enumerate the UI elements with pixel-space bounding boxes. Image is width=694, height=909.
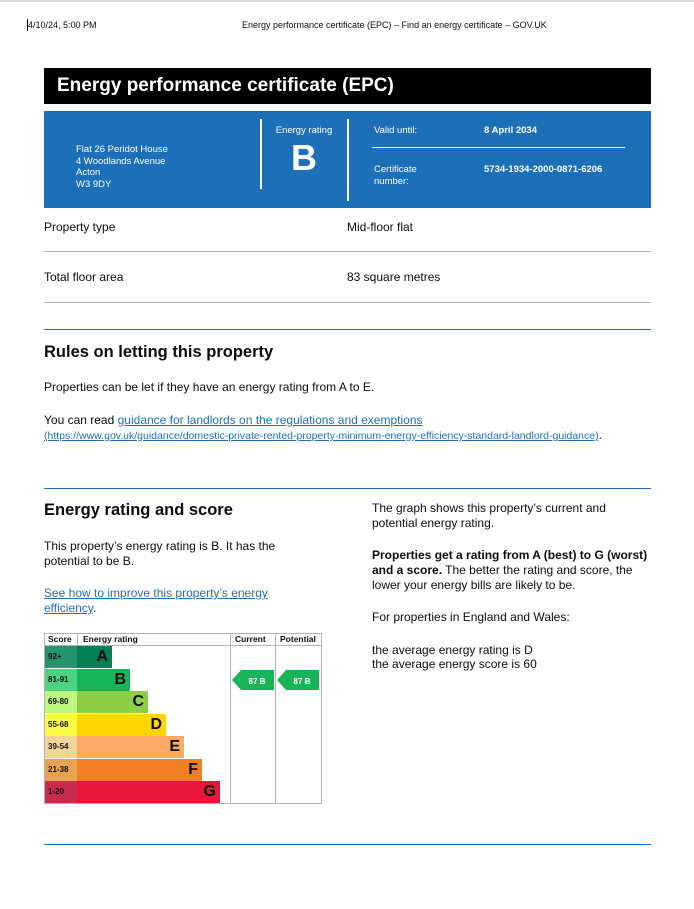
rules-heading: Rules on letting this property [44, 343, 274, 361]
row-divider [44, 251, 651, 252]
potential-rating-arrow-label: 87 B [293, 676, 311, 686]
epc-title: Energy performance certificate (EPC) [44, 68, 651, 104]
band-score-b: 81-91 [45, 669, 77, 691]
band-bar-a [77, 646, 112, 668]
band-bar-c [77, 691, 148, 713]
band-letter: F [188, 760, 198, 778]
band-bar-g [77, 781, 220, 803]
current-rating-arrow [232, 670, 274, 690]
band-bar-b [77, 669, 130, 691]
rules-guidance-paragraph [44, 413, 614, 444]
address-line: Acton [76, 167, 101, 178]
epc-summary-banner [44, 111, 651, 208]
improve-efficiency-link[interactable]: See how to improve this property’s energy efficiency [44, 586, 268, 615]
band-score-d: 55-68 [45, 714, 77, 736]
valid-until-value: 8 April 2034 [484, 125, 537, 136]
address-line: Flat 26 Peridot House [76, 144, 168, 155]
band-bar-f [77, 759, 202, 781]
chart-divider [275, 634, 276, 803]
band-score-a: 92+ [45, 646, 77, 668]
band-letter: E [169, 738, 180, 755]
chart-divider [230, 634, 231, 803]
section-divider [44, 329, 651, 330]
current-rating-arrow-label: 87 B [248, 676, 266, 686]
property-type-label: Property type [44, 220, 116, 234]
band-score-f: 21-38 [45, 759, 77, 781]
chart-header-energy-rating: Energy rating [83, 634, 138, 644]
energy-rating-chart [44, 633, 322, 804]
section-divider [44, 488, 651, 489]
divider [260, 119, 262, 189]
certificate-number-label: Certificate number: [374, 164, 417, 187]
energy-rating-letter: B [291, 137, 317, 178]
band-letter: D [150, 715, 162, 733]
row-divider [44, 302, 651, 303]
band-bar-e [77, 736, 184, 758]
floor-area-value: 83 square metres [347, 270, 441, 284]
rating-explanation-bold: Properties get a rating from A (best) to G (worst) and a score. [372, 548, 648, 577]
guidance-prefix: You can read [44, 413, 118, 427]
england-wales-label: For properties in England and Wales: [372, 610, 570, 624]
potential-rating-arrow [277, 670, 319, 690]
energy-score-heading: Energy rating and score [44, 501, 233, 519]
improve-paragraph [44, 586, 304, 616]
band-bar-d [77, 714, 166, 736]
band-letter: G [203, 783, 216, 800]
certificate-number-value: 5734-1934-2000-0871-6206 [484, 164, 603, 175]
address-line: W3 9DY [76, 178, 112, 190]
average-score: the average energy score is 60 [372, 657, 537, 671]
graph-description: The graph shows this property’s current and potential energy rating. [372, 501, 606, 530]
rating-explanation [372, 548, 654, 593]
band-letter: C [132, 693, 144, 710]
rating-explanation-rest: The better the rating and score, the lower your energy bills are likely to be. [372, 563, 633, 592]
chart-header-potential: Potential [280, 634, 316, 644]
property-address [76, 144, 168, 190]
top-border [0, 0, 694, 2]
floor-area-label: Total floor area [44, 270, 124, 284]
divider [372, 147, 625, 148]
print-datetime: 4/10/24, 5:00 PM [28, 20, 97, 30]
improve-suffix: . [92, 601, 97, 615]
section-divider [44, 844, 651, 845]
chart-header-score: Score [48, 634, 72, 644]
divider [347, 119, 349, 201]
energy-score-paragraph: This property’s energy rating is B. It has the potential to be B. [44, 539, 276, 568]
print-page-title: Energy performance certificate (EPC) – Find an energy certificate – GOV.UK [242, 20, 547, 30]
chart-divider [77, 634, 78, 645]
band-score-g: 1-20 [45, 781, 77, 803]
guidance-suffix: . [598, 428, 602, 442]
energy-rating-label: Energy rating [275, 125, 333, 136]
guidance-link[interactable]: guidance for landlords on the regulations and exemptions [117, 413, 423, 427]
address-line: 4 Woodlands Avenue [76, 155, 166, 167]
band-score-e: 39-54 [45, 736, 77, 758]
band-score-c: 69-80 [45, 691, 77, 713]
valid-until-label: Valid until: [374, 125, 418, 136]
average-rating: the average energy rating is D [372, 643, 533, 657]
chart-header-current: Current [235, 634, 266, 644]
band-letter: B [114, 670, 126, 688]
guidance-url[interactable]: (https://www.gov.uk/guidance/domestic-private-rented-property-minimum-energy-efficiency-standard-landlord-guidance) [44, 430, 599, 442]
rules-paragraph: Properties can be let if they have an energy rating from A to E. [44, 380, 375, 394]
band-letter: A [96, 648, 108, 665]
property-type-value: Mid-floor flat [347, 220, 414, 234]
